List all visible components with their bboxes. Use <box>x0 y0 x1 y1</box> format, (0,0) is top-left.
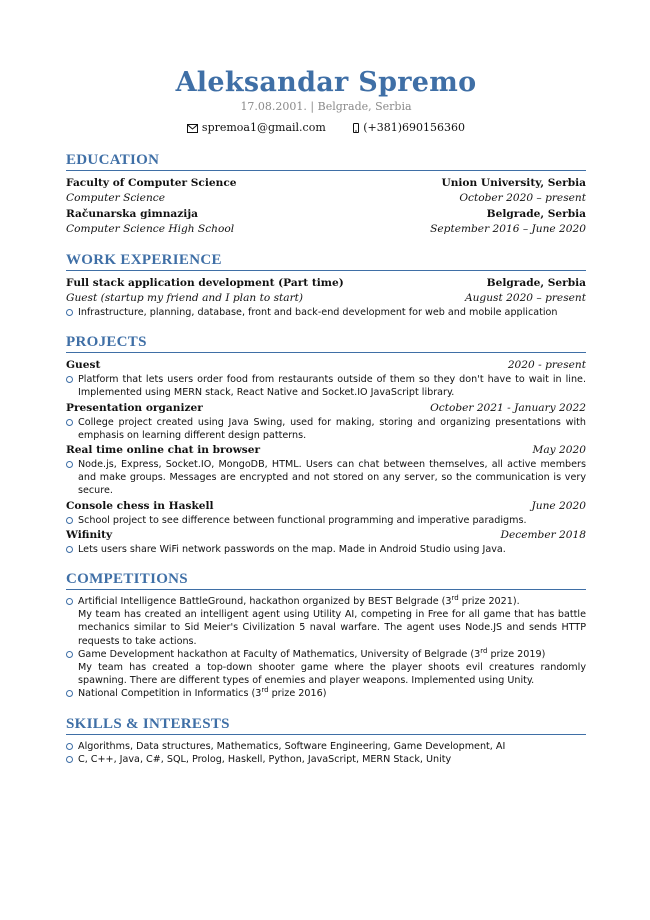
dates: August 2020 – present <box>464 292 586 304</box>
phone-contact[interactable] <box>353 121 465 135</box>
project-entry <box>66 528 586 556</box>
circle-bullet-icon <box>66 376 73 383</box>
circle-bullet-icon <box>66 651 73 658</box>
phone-text: (+381)690156360 <box>363 121 466 134</box>
project-entry <box>66 401 586 442</box>
project-entry <box>66 358 586 399</box>
project-date: June 2020 <box>531 499 586 512</box>
circle-bullet-icon <box>66 517 73 524</box>
competition-detail: My team has created a top-down shooter game where the player shoots evil creatures randomly spawning. There are different types of enemies and player weapons. Implemented using Unity. <box>78 662 586 687</box>
education-section <box>66 151 586 237</box>
section-title-skills: SKILLS & INTERESTS <box>66 715 586 735</box>
job-role: Full stack application development (Part time) <box>66 277 344 289</box>
list-item: Lets users share WiFi network passwords on the map. Made in Android Studio using Java. <box>66 543 586 556</box>
competitions-section <box>66 570 586 701</box>
school-name: Računarska gimnazija <box>66 208 199 220</box>
list-item: School project to see difference between functional programming and imperative paradigms. <box>66 514 586 527</box>
competition-detail: My team has created an intelligent agent using Utility AI, competing in Free for all game that has battle mechanics similar to Sid Meier's Civilization 5 naval warfare. The agent uses Node.JS and sends HTTP requests to take actions. <box>78 609 586 647</box>
list-item: Infrastructure, planning, database, front and back-end development for web and mobile application <box>66 306 586 319</box>
school-name: Faculty of Computer Science <box>66 177 237 189</box>
circle-bullet-icon <box>66 309 73 316</box>
list-item: Game Development hackathon at Faculty of Mathematics, University of Belgrade (3rd prize 2019) My team has created a top-down shooter game where the player shoots evil creatures randomly spawning. There are different types of enemies and player weapons. Implemented using Unity. <box>66 648 586 688</box>
projects-section <box>66 333 586 556</box>
email-text: spremoa1@gmail.com <box>201 121 326 134</box>
circle-bullet-icon <box>66 743 73 750</box>
degree: Computer Science High School <box>66 223 235 235</box>
work-entry <box>66 276 586 319</box>
section-title-projects: PROJECTS <box>66 333 586 353</box>
company: Guest (startup my friend and I plan to start) <box>66 292 304 304</box>
list-item: C, C++, Java, C#, SQL, Prolog, Haskell, Python, JavaScript, MERN Stack, Unity <box>66 753 586 766</box>
project-date: October 2021 - January 2022 <box>430 401 586 414</box>
contact-line <box>66 121 586 135</box>
section-title-education: EDUCATION <box>66 151 586 171</box>
school-place: Union University, Serbia <box>441 177 586 189</box>
project-name: Presentation organizer <box>66 401 203 414</box>
section-title-competitions: COMPETITIONS <box>66 570 586 590</box>
job-place: Belgrade, Serbia <box>486 277 586 289</box>
circle-bullet-icon <box>66 598 73 605</box>
candidate-name: Aleksandar Spremo <box>175 67 477 98</box>
circle-bullet-icon <box>66 756 73 763</box>
degree: Computer Science <box>66 192 165 204</box>
project-name: Wifinity <box>66 528 113 541</box>
project-entry <box>66 443 586 498</box>
email-contact[interactable] <box>187 121 326 135</box>
list-item: College project created using Java Swing, used for making, storing and organizing presentations with emphasis on learning different design patterns. <box>66 416 586 442</box>
list-item: Algorithms, Data structures, Mathematics, Software Engineering, Game Development, AI <box>66 740 586 753</box>
education-entry <box>66 207 586 237</box>
project-date: May 2020 <box>532 444 586 457</box>
circle-bullet-icon <box>66 419 73 426</box>
school-place: Belgrade, Serbia <box>486 208 586 220</box>
work-section <box>66 251 586 319</box>
education-entry <box>66 176 586 206</box>
resume-page <box>66 66 586 766</box>
project-name: Real time online chat in browser <box>66 444 261 457</box>
list-item: National Competition in Informatics (3rd prize 2016) <box>66 687 586 700</box>
dates: September 2016 – June 2020 <box>430 223 586 235</box>
list-item: Platform that lets users order food from restaurants outside of them so they don't have to wait in line. Implemented using MERN stack, React Native and Socket.IO JavaScript library. <box>66 373 586 399</box>
list-item: Node.js, Express, Socket.IO, MongoDB, HTML. Users can chat between themselves, all active members and make groups. Messages are encrypted and not stored on any server, so the communication is very secure. <box>66 458 586 498</box>
birthdate-location: 17.08.2001. | Belgrade, Serbia <box>240 100 412 113</box>
circle-bullet-icon <box>66 461 73 468</box>
circle-bullet-icon <box>66 546 73 553</box>
list-item: Artificial Intelligence BattleGround, hackathon organized by BEST Belgrade (3rd prize 2021). My team has created an intelligent agent using Utility AI, competing in Free for all game that has battle mechanics similar to Sid Meier's Civilization 5 naval warfare. The agent uses Node.JS and sends HTTP requests to take actions. <box>66 595 586 648</box>
envelope-icon <box>187 124 198 133</box>
circle-bullet-icon <box>66 690 73 697</box>
skills-section <box>66 715 586 766</box>
project-date: December 2018 <box>500 528 586 541</box>
project-name: Guest <box>66 359 101 372</box>
project-entry <box>66 499 586 527</box>
mobile-phone-icon <box>353 123 359 133</box>
project-date: 2020 - present <box>507 359 586 372</box>
section-title-work: WORK EXPERIENCE <box>66 251 586 271</box>
dates: October 2020 – present <box>459 192 586 204</box>
project-name: Console chess in Haskell <box>66 499 214 512</box>
